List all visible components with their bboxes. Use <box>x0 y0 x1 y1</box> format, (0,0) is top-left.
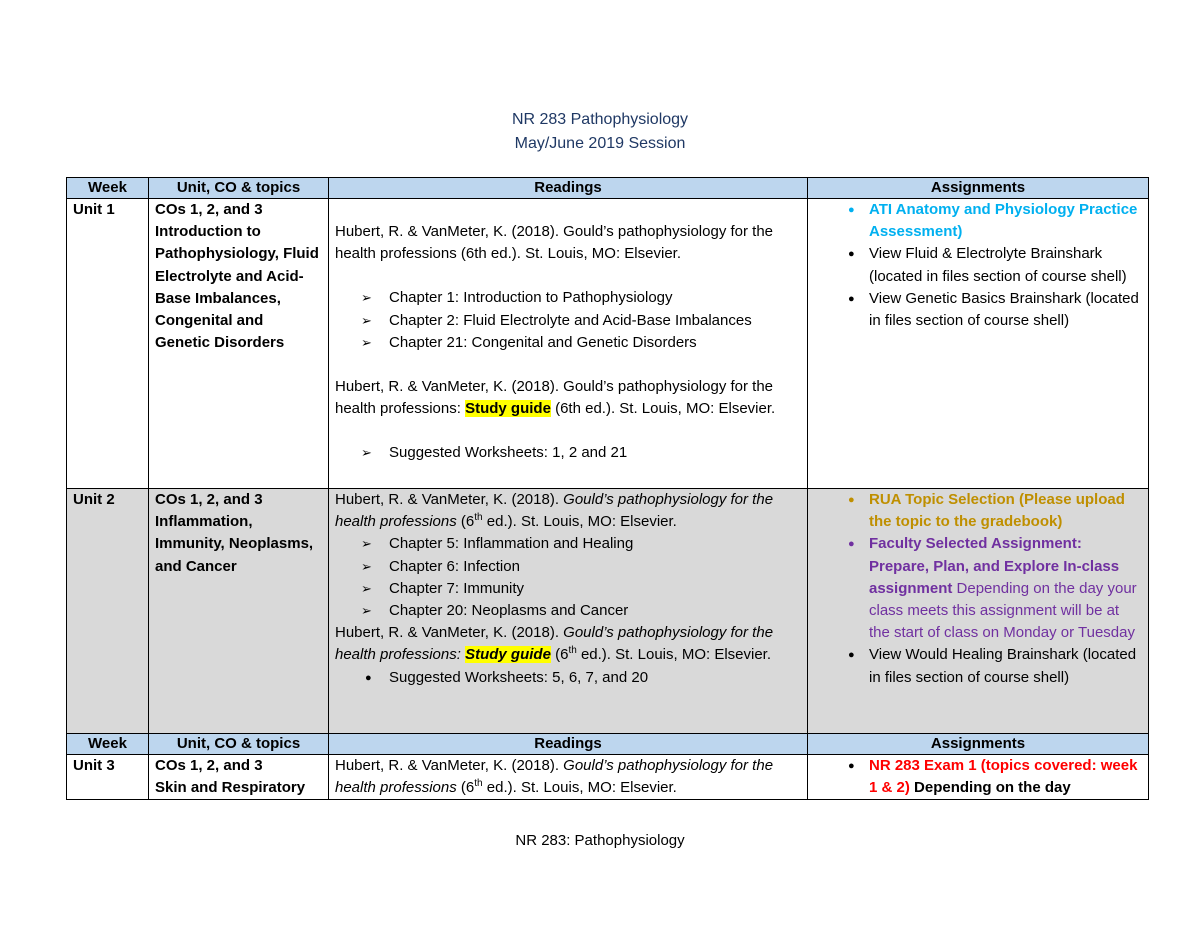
cos-label: COs 1, 2, and 3 <box>155 201 263 218</box>
list-item: ● View Genetic Basics Brainshark (located in files section of course shell) <box>814 288 1142 332</box>
list-item: ➢ Chapter 6: Infection <box>335 556 801 578</box>
list-item: ➢ Chapter 2: Fluid Electrolyte and Acid-Base Imbalances <box>335 310 801 332</box>
list-item: ● Suggested Worksheets: 5, 6, 7, and 20 <box>335 667 801 689</box>
assignments-cell <box>808 199 1149 489</box>
cos-label: COs 1, 2, and 3 <box>155 491 263 508</box>
document-title: NR 283 Pathophysiology <box>511 111 689 128</box>
syllabus-table <box>66 177 1149 800</box>
reading-reference: Hubert, R. & VanMeter, K. (2018). Gould’s pathophysiology for the health professions (6th ed.). St. Louis, MO: Elsevier. <box>335 491 774 531</box>
week-cell: Unit 2 <box>67 489 149 734</box>
header-readings: Readings <box>329 734 808 755</box>
session-subtitle: May/June 2019 Session <box>514 135 686 152</box>
week-cell: Unit 1 <box>67 199 149 489</box>
table-row <box>67 199 1149 489</box>
assignment-list <box>814 199 1142 332</box>
list-item: ● Faculty Selected Assignment: Prepare, Plan, and Explore In-class assignment Depending on the day your class meets this assignment will be at the start of class on Monday or Tuesday <box>814 533 1142 644</box>
chapter-list <box>335 533 801 622</box>
reading-reference: Hubert, R. & VanMeter, K. (2018). Gould’s pathophysiology for the health professions (6th ed.). St. Louis, MO: Elsevier. <box>335 757 774 797</box>
study-guide-highlight: Study guide <box>465 400 551 418</box>
list-item: ➢ Chapter 5: Inflammation and Healing <box>335 533 801 555</box>
assignments-cell <box>808 489 1149 734</box>
list-item: ➢ Suggested Worksheets: 1, 2 and 21 <box>335 442 801 464</box>
worksheet-list <box>335 442 801 464</box>
week-cell: Unit 3 <box>67 755 149 800</box>
cos-label: COs 1, 2, and 3 <box>155 757 263 774</box>
page-footer: NR 283: Pathophysiology <box>515 832 685 849</box>
list-item: ● View Fluid & Electrolyte Brainshark (located in files section of course shell) <box>814 243 1142 287</box>
list-item: ● ATI Anatomy and Physiology Practice Assessment) <box>814 199 1142 243</box>
readings-cell <box>329 489 808 734</box>
list-item: ● View Would Healing Brainshark (located in files section of course shell) <box>814 644 1142 688</box>
header-assignments: Assignments <box>808 734 1149 755</box>
list-item: ● NR 283 Exam 1 (topics covered: week 1 & 2) Depending on the day <box>814 755 1142 799</box>
unit-topics-cell <box>149 199 329 489</box>
list-item: ➢ Chapter 21: Congenital and Genetic Disorders <box>335 332 801 354</box>
header-week: Week <box>67 734 149 755</box>
list-item: ➢ Chapter 7: Immunity <box>335 578 801 600</box>
study-guide-highlight: Study guide <box>465 646 551 664</box>
list-item: ➢ Chapter 20: Neoplasms and Cancer <box>335 600 801 622</box>
header-week: Week <box>67 178 149 199</box>
header-unit: Unit, CO & topics <box>149 734 329 755</box>
list-item: ● RUA Topic Selection (Please upload the topic to the gradebook) <box>814 489 1142 533</box>
assignment-list <box>814 489 1142 689</box>
header-unit: Unit, CO & topics <box>149 178 329 199</box>
study-guide-reference: Hubert, R. & VanMeter, K. (2018). Gould’s pathophysiology for the health professions: Study guide (6th ed.). St. Louis, MO: Elsevier. <box>335 624 774 664</box>
unit-topics-cell <box>149 489 329 734</box>
chapter-list <box>335 287 801 354</box>
worksheet-list <box>335 667 801 689</box>
assignments-cell <box>808 755 1149 800</box>
topics-label: Introduction to Pathophysiology, Fluid Electrolyte and Acid-Base Imbalances, Congenital and Genetic Disorders <box>155 223 319 352</box>
table-row <box>67 489 1149 734</box>
table-header-row <box>67 178 1149 199</box>
table-header-row <box>67 734 1149 755</box>
reading-reference: Hubert, R. & VanMeter, K. (2018). Gould’s pathophysiology for the health professions (6th ed.). St. Louis, MO: Elsevier. <box>335 223 774 263</box>
topics-label: Skin and Respiratory <box>155 779 306 797</box>
table-row <box>67 755 1149 800</box>
unit-topics-cell <box>149 755 329 800</box>
topics-label: Inflammation, Immunity, Neoplasms, and Cancer <box>155 513 314 575</box>
study-guide-reference: Hubert, R. & VanMeter, K. (2018). Gould’s pathophysiology for the health professions: Study guide (6th ed.). St. Louis, MO: Elsevier. <box>335 378 776 418</box>
assignment-list <box>814 755 1142 799</box>
readings-cell <box>329 755 808 800</box>
header-readings: Readings <box>329 178 808 199</box>
header-assignments: Assignments <box>808 178 1149 199</box>
readings-cell <box>329 199 808 489</box>
list-item: ➢ Chapter 1: Introduction to Pathophysiology <box>335 287 801 309</box>
